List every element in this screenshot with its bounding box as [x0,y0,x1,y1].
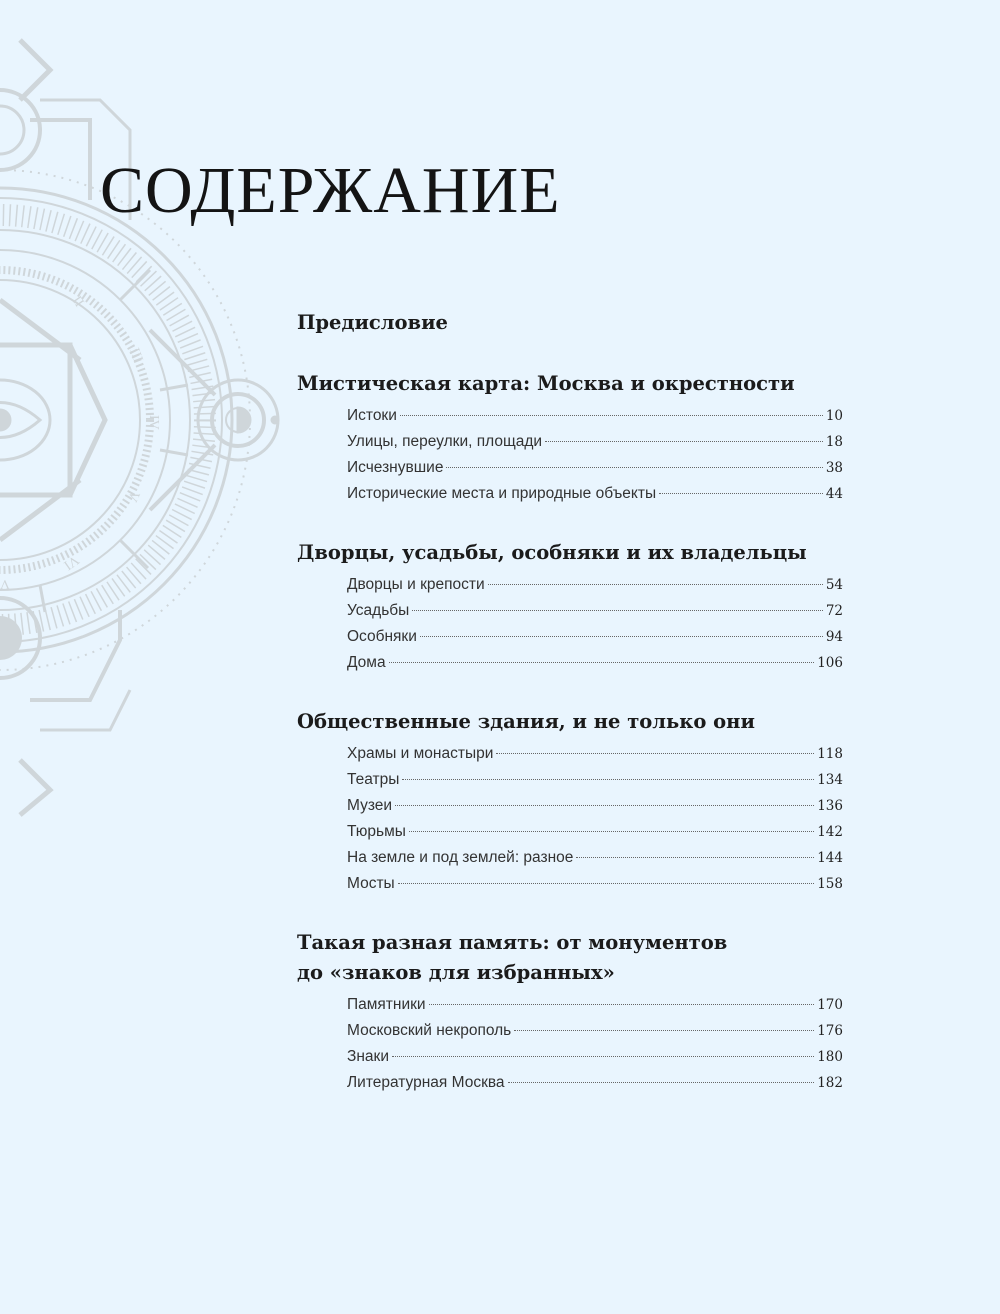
svg-text:V: V [124,488,142,504]
dot-leader [420,635,823,637]
toc-section-public-buildings [297,707,843,897]
toc-section-preface [297,308,843,338]
dot-leader [545,440,823,442]
section-title[interactable] [297,928,843,988]
entry-page-number: 38 [825,460,843,476]
entry-page-number: 142 [817,824,843,840]
toc-entry[interactable] [347,403,843,429]
toc-entry[interactable] [347,767,843,793]
entry-page-number: 10 [825,408,843,424]
section-title[interactable]: Общественные здания, и не только они [297,710,755,733]
entry-label: Исчезнувшие [347,459,444,476]
entry-label: Исторические места и природные объекты [347,485,657,502]
section-title[interactable]: Предисловие [297,311,448,334]
entry-page-number: 182 [817,1075,843,1091]
dot-leader [400,414,823,416]
dot-leader [446,466,822,468]
entry-page-number: 170 [817,997,843,1013]
svg-text:V: V [0,576,10,591]
section-title-line: Такая разная память: от монументов [297,931,728,954]
table-of-contents [297,308,843,1127]
svg-text:IV: IV [146,415,161,430]
entry-label: Дома [347,654,386,671]
dot-leader [496,752,814,754]
dot-leader [659,492,823,494]
toc-section-palaces [297,538,843,676]
dot-leader [389,661,815,663]
toc-entry[interactable] [347,992,843,1018]
entry-page-number: 18 [825,434,843,450]
entry-label: Особняки [347,628,417,645]
entry-page-number: 180 [817,1049,843,1065]
entry-label: На земле и под землей: разное [347,849,574,866]
entry-page-number: 44 [825,486,843,502]
toc-section-memory [297,928,843,1096]
page-title: СОДЕРЖАНИЕ [100,154,561,227]
toc-section-mystic-map [297,369,843,507]
section-title[interactable]: Дворцы, усадьбы, особняки и их владельцы [297,541,807,564]
toc-entry[interactable] [347,819,843,845]
toc-entry[interactable] [347,1070,843,1096]
entry-label: Знаки [347,1048,389,1065]
section-title-line: до «знаков для избранных» [297,961,615,984]
entry-page-number: 118 [817,746,843,762]
entry-label: Памятники [347,996,426,1013]
dot-leader [392,1055,814,1057]
svg-text:III: III [126,346,146,365]
entry-label: Литературная Москва [347,1074,505,1091]
entry-label: Московский некрополь [347,1022,512,1039]
entry-page-number: 106 [817,655,843,671]
entry-label: Усадьбы [347,602,410,619]
dot-leader [429,1003,815,1005]
entry-page-number: 144 [817,850,843,866]
dot-leader [409,830,814,832]
svg-text:II: II [68,293,87,310]
entry-label: Улицы, переулки, площади [347,433,543,450]
entry-page-number: 134 [817,772,843,788]
dot-leader [514,1029,814,1031]
toc-entry[interactable] [347,624,843,650]
entry-label: Тюрьмы [347,823,406,840]
toc-entry[interactable] [347,1044,843,1070]
dot-leader [412,609,822,611]
toc-entry[interactable] [347,793,843,819]
section-title[interactable]: Мистическая карта: Москва и окрестности [297,372,795,395]
toc-entry[interactable] [347,741,843,767]
toc-entry[interactable] [347,650,843,676]
dot-leader [508,1081,815,1083]
entry-label: Храмы и монастыри [347,745,494,762]
svg-text:VI: VI [60,551,82,573]
dot-leader [398,882,815,884]
entry-page-number: 176 [817,1023,843,1039]
entry-label: Истоки [347,407,397,424]
toc-entry[interactable] [347,598,843,624]
toc-entry[interactable] [347,871,843,897]
entry-label: Мосты [347,875,395,892]
dot-leader [402,778,814,780]
toc-entry[interactable] [347,455,843,481]
toc-entry[interactable] [347,572,843,598]
dot-leader [488,583,823,585]
entry-page-number: 54 [825,577,843,593]
dot-leader [576,856,814,858]
toc-entry[interactable] [347,429,843,455]
entry-label: Музеи [347,797,393,814]
entry-label: Дворцы и крепости [347,576,485,593]
entry-page-number: 72 [825,603,843,619]
dot-leader [395,804,814,806]
toc-entry[interactable] [347,481,843,507]
entry-page-number: 136 [817,798,843,814]
toc-entry[interactable] [347,1018,843,1044]
entry-page-number: 158 [817,876,843,892]
entry-label: Театры [347,771,400,788]
compass-ornament-icon [0,0,300,820]
toc-entry[interactable] [347,845,843,871]
entry-page-number: 94 [825,629,843,645]
